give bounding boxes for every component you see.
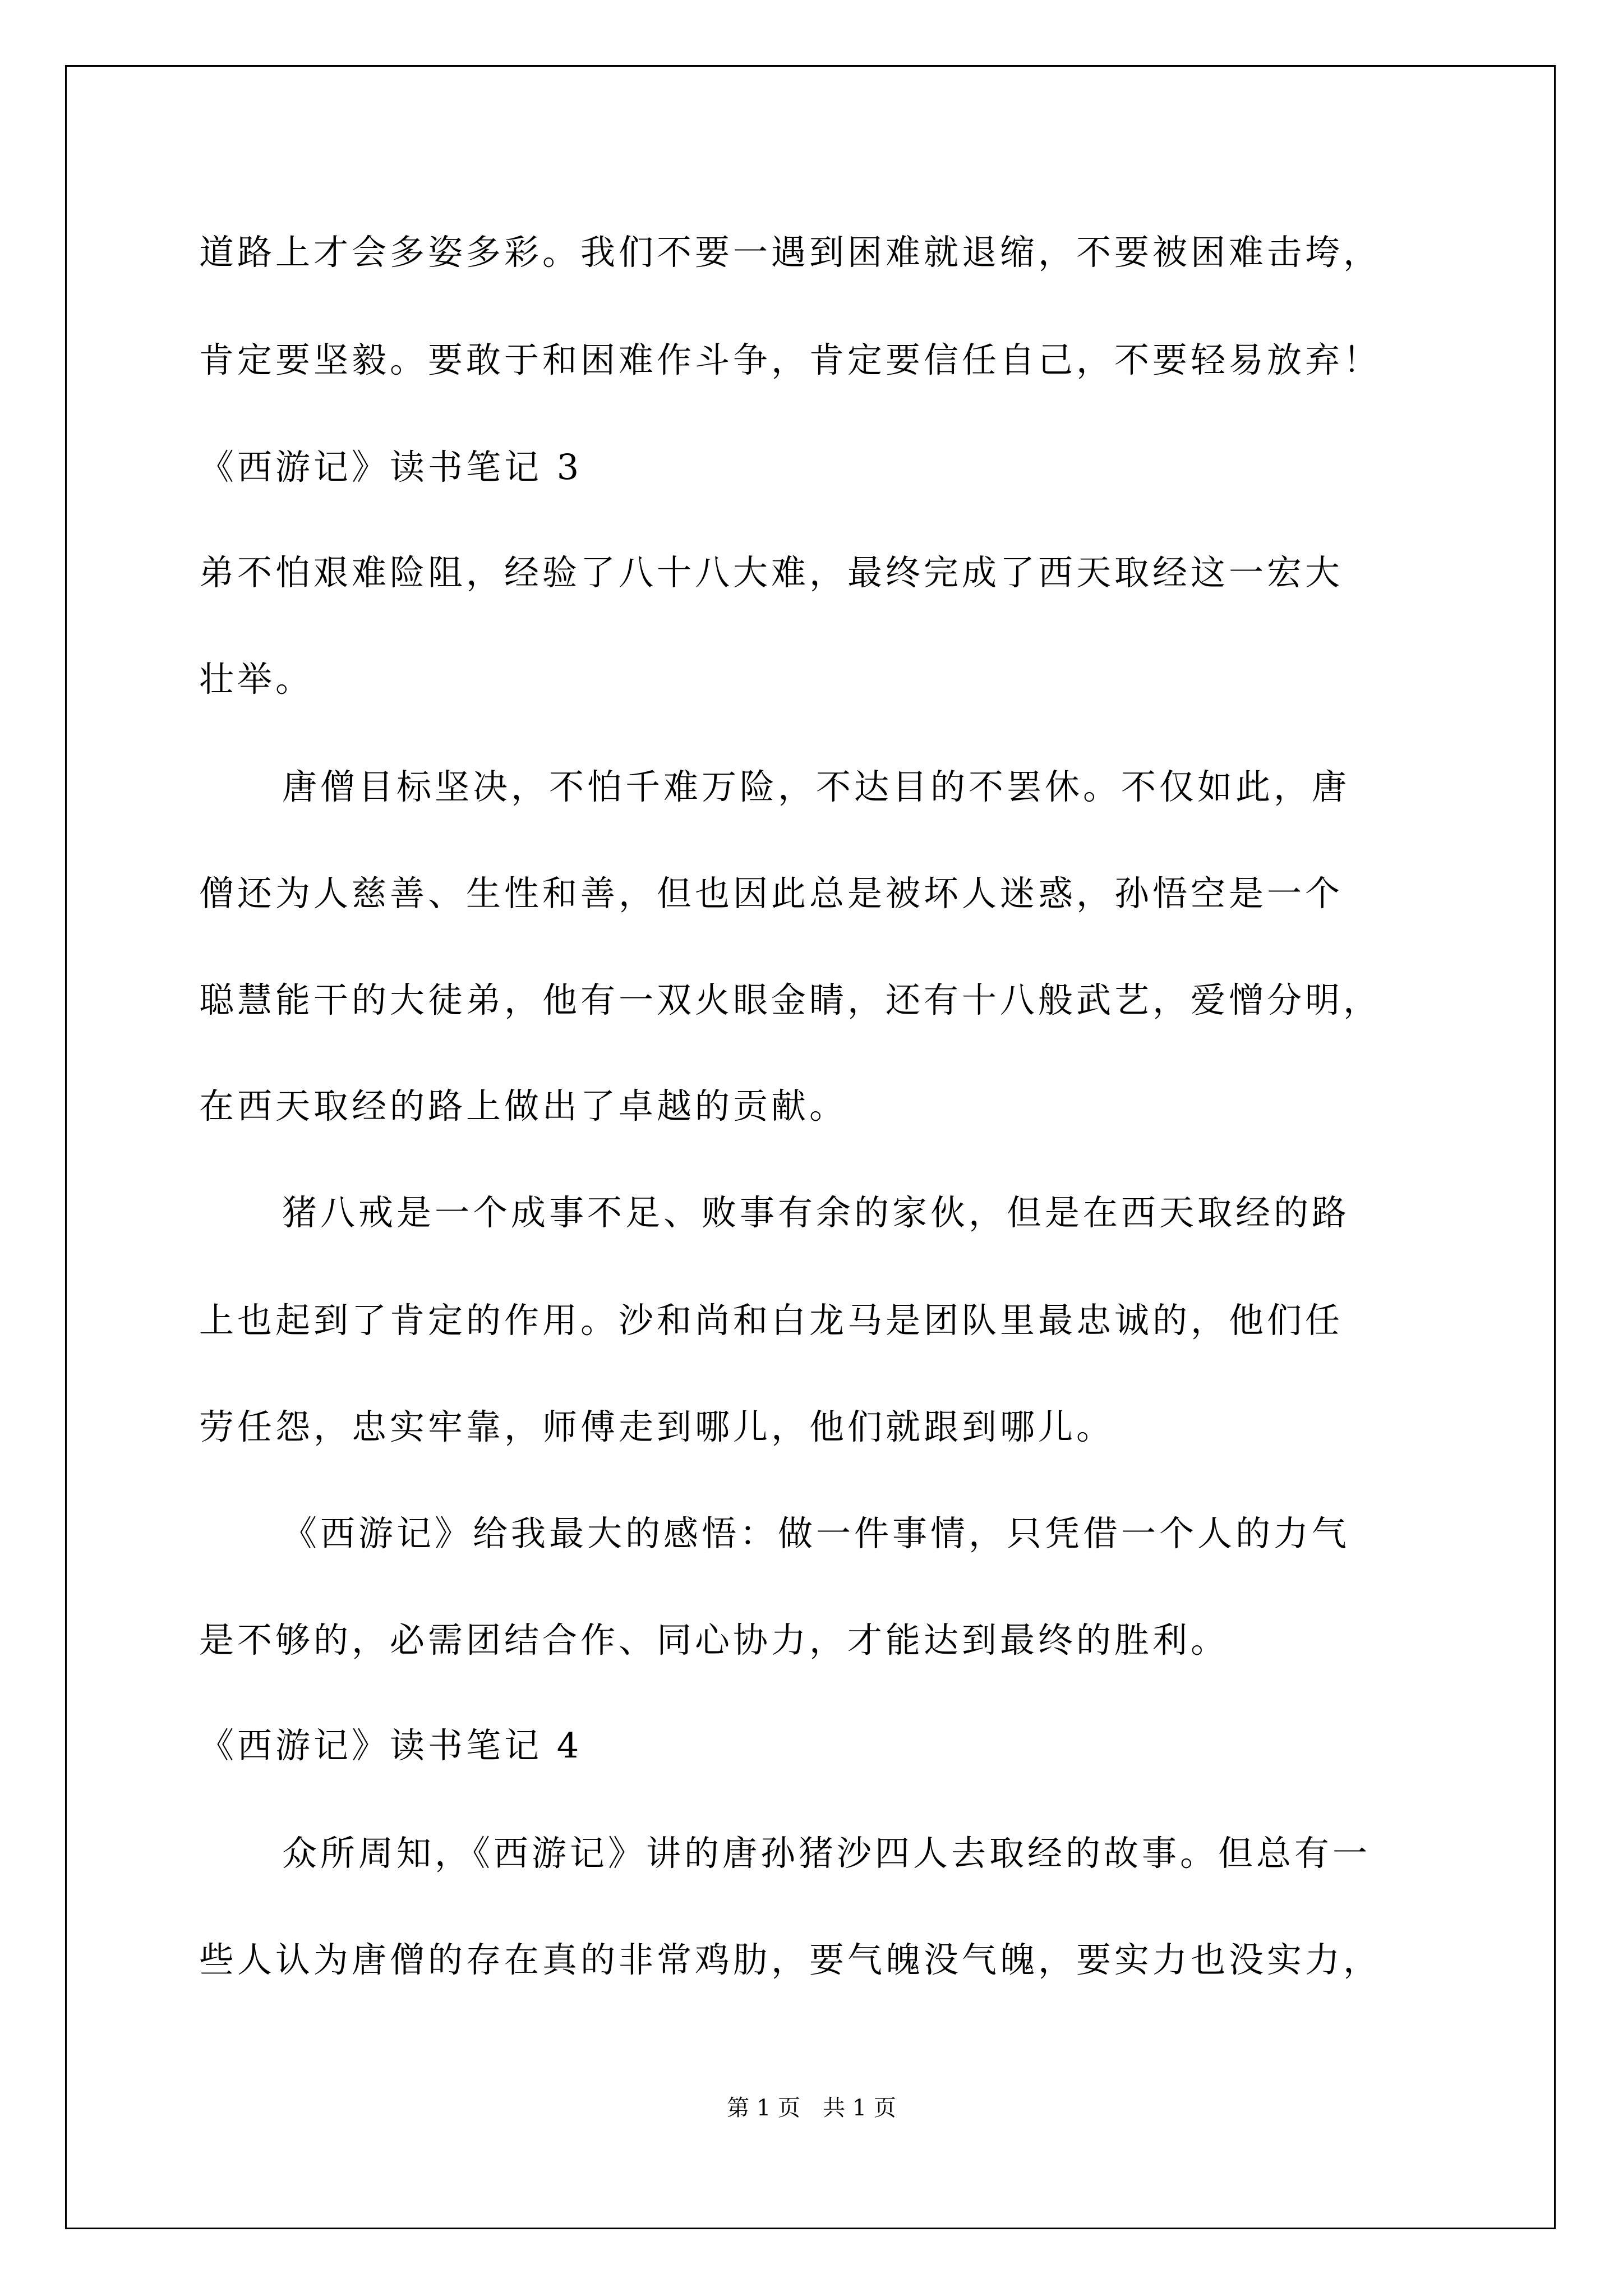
page-border bbox=[65, 65, 1556, 2229]
body-line: 聪慧能干的大徒弟，他有一双火眼金睛，还有十八般武艺，爱憎分明， bbox=[199, 979, 1382, 1020]
body-line: 是不够的，必需团结合作、同心协力，才能达到最终的胜利。 bbox=[199, 1619, 1229, 1660]
body-line: 道路上才会多姿多彩。我们不要一遇到困难就退缩，不要被困难击垮， bbox=[199, 232, 1382, 273]
paragraph-start: 唐僧目标坚决，不怕千难万险，不达目的不罢休。不仅如此，唐 bbox=[282, 766, 1350, 807]
page-number-footer: 第 1 页 共 1 页 bbox=[727, 2095, 896, 2121]
body-line: 上也起到了肯定的作用。沙和尚和白龙马是团队里最忠诚的，他们任 bbox=[199, 1300, 1344, 1341]
paragraph-start: 猪八戒是一个成事不足、败事有余的家伙，但是在西天取经的路 bbox=[282, 1192, 1350, 1233]
body-line: 壮举。 bbox=[199, 659, 314, 700]
body-line: 肯定要坚毅。要敢于和困难作斗争，肯定要信任自己，不要轻易放弃！ bbox=[199, 339, 1382, 380]
body-line: 僧还为人慈善、生性和善，但也因此总是被坏人迷惑，孙悟空是一个 bbox=[199, 873, 1344, 914]
paragraph-start: 众所周知，《西游记》讲的唐孙猪沙四人去取经的故事。但总有一 bbox=[282, 1833, 1371, 1874]
paragraph-start: 《西游记》给我最大的感悟：做一件事情，只凭借一个人的力气 bbox=[282, 1513, 1350, 1554]
body-line: 些人认为唐僧的存在真的非常鸡肋，要气魄没气魄，要实力也没实力， bbox=[199, 1939, 1382, 1980]
section-heading-4: 《西游记》读书笔记 4 bbox=[199, 1725, 583, 1766]
section-heading-3: 《西游记》读书笔记 3 bbox=[199, 447, 583, 487]
body-line: 在西天取经的路上做出了卓越的贡献。 bbox=[199, 1085, 848, 1126]
body-line: 劳任怨，忠实牢靠，师傅走到哪儿，他们就跟到哪儿。 bbox=[199, 1406, 1115, 1447]
body-line: 弟不怕艰难险阻，经验了八十八大难，最终完成了西天取经这一宏大 bbox=[199, 552, 1344, 593]
